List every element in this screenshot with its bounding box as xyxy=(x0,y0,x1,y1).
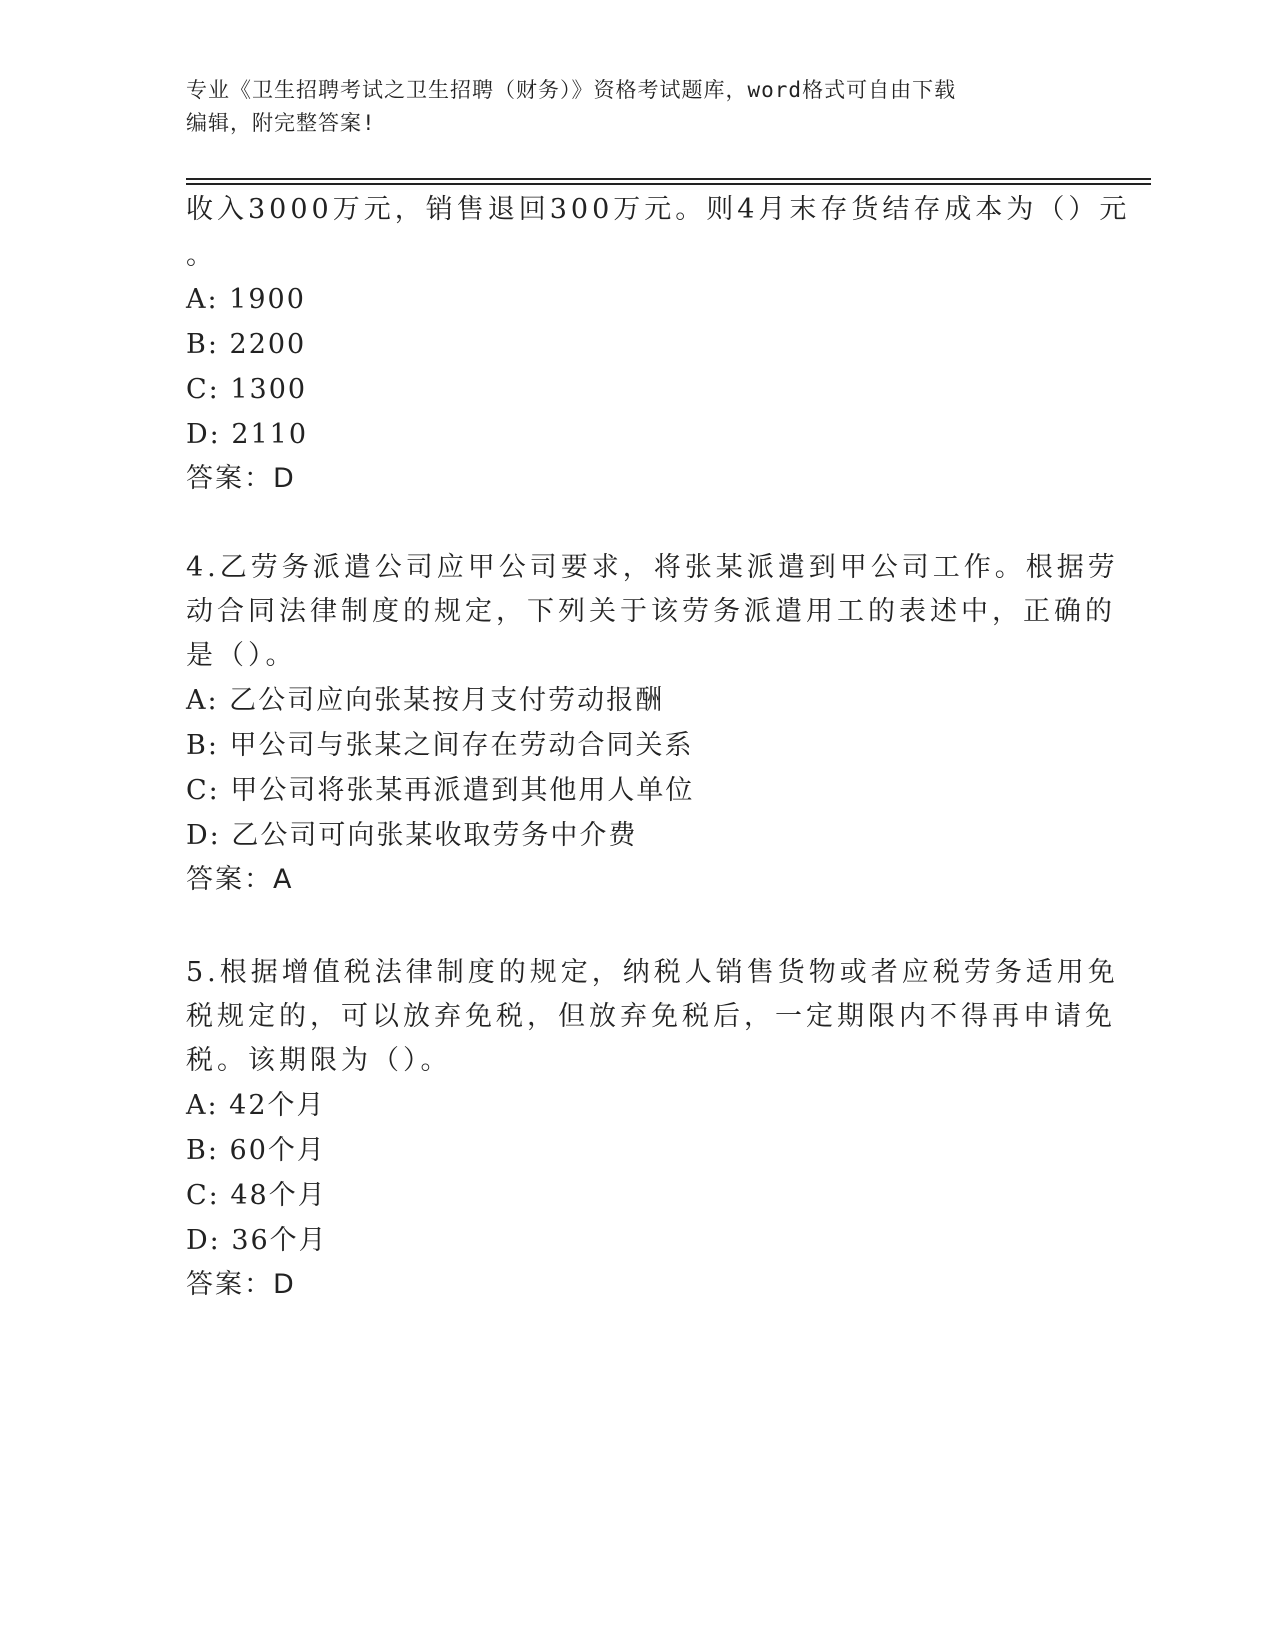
q4-stem-line-1: 4.乙劳务派遣公司应甲公司要求，将张某派遣到甲公司工作。根据劳 xyxy=(186,552,1119,583)
document-header xyxy=(186,74,1086,140)
q4-stem-line-2: 动合同法律制度的规定，下列关于该劳务派遣用工的表述中，正确的 xyxy=(186,596,1116,627)
q4-answer: 答案：A xyxy=(186,864,294,895)
q5-option-d: D: 36个月 xyxy=(186,1225,328,1256)
q5-option-a: A: 42个月 xyxy=(186,1090,326,1121)
q3-option-c: C: 1300 xyxy=(186,374,308,405)
q4-option-a: A: 乙公司应向张某按月支付劳动报酬 xyxy=(186,685,665,716)
q5-answer: 答案：D xyxy=(186,1269,296,1300)
q4-stem-line-3: 是（）。 xyxy=(186,640,297,671)
q3-stem-line-2: 。 xyxy=(186,240,217,271)
q5-option-b: B: 60个月 xyxy=(186,1135,326,1166)
q3-option-d: D: 2110 xyxy=(186,419,309,450)
q4-option-d: D: 乙公司可向张某收取劳务中介费 xyxy=(186,820,638,851)
q5-stem-line-1: 5.根据增值税法律制度的规定，纳税人销售货物或者应税劳务适用免 xyxy=(186,957,1119,988)
q4-option-c: C: 甲公司将张某再派遣到其他用人单位 xyxy=(186,775,695,806)
header-line-2: 编辑，附完整答案! xyxy=(186,111,376,135)
q5-stem-line-2: 税规定的，可以放弃免税，但放弃免税后，一定期限内不得再申请免 xyxy=(186,1001,1116,1032)
header-divider-top xyxy=(186,178,1151,180)
q3-answer: 答案：D xyxy=(186,463,296,494)
q5-stem-line-3: 税。该期限为（）。 xyxy=(186,1045,452,1076)
q3-option-b: B: 2200 xyxy=(186,329,307,360)
header-divider-bottom xyxy=(186,183,1151,185)
q5-option-c: C: 48个月 xyxy=(186,1180,327,1211)
header-line-1: 专业《卫生招聘考试之卫生招聘（财务）》资格考试题库，word格式可自由下载 xyxy=(186,78,957,102)
q3-option-a: A: 1900 xyxy=(186,284,306,315)
q4-option-b: B: 甲公司与张某之间存在劳动合同关系 xyxy=(186,730,694,761)
q3-stem-line-1: 收入3000万元，销售退回300万元。则4月末存货结存成本为（）元 xyxy=(186,194,1131,225)
